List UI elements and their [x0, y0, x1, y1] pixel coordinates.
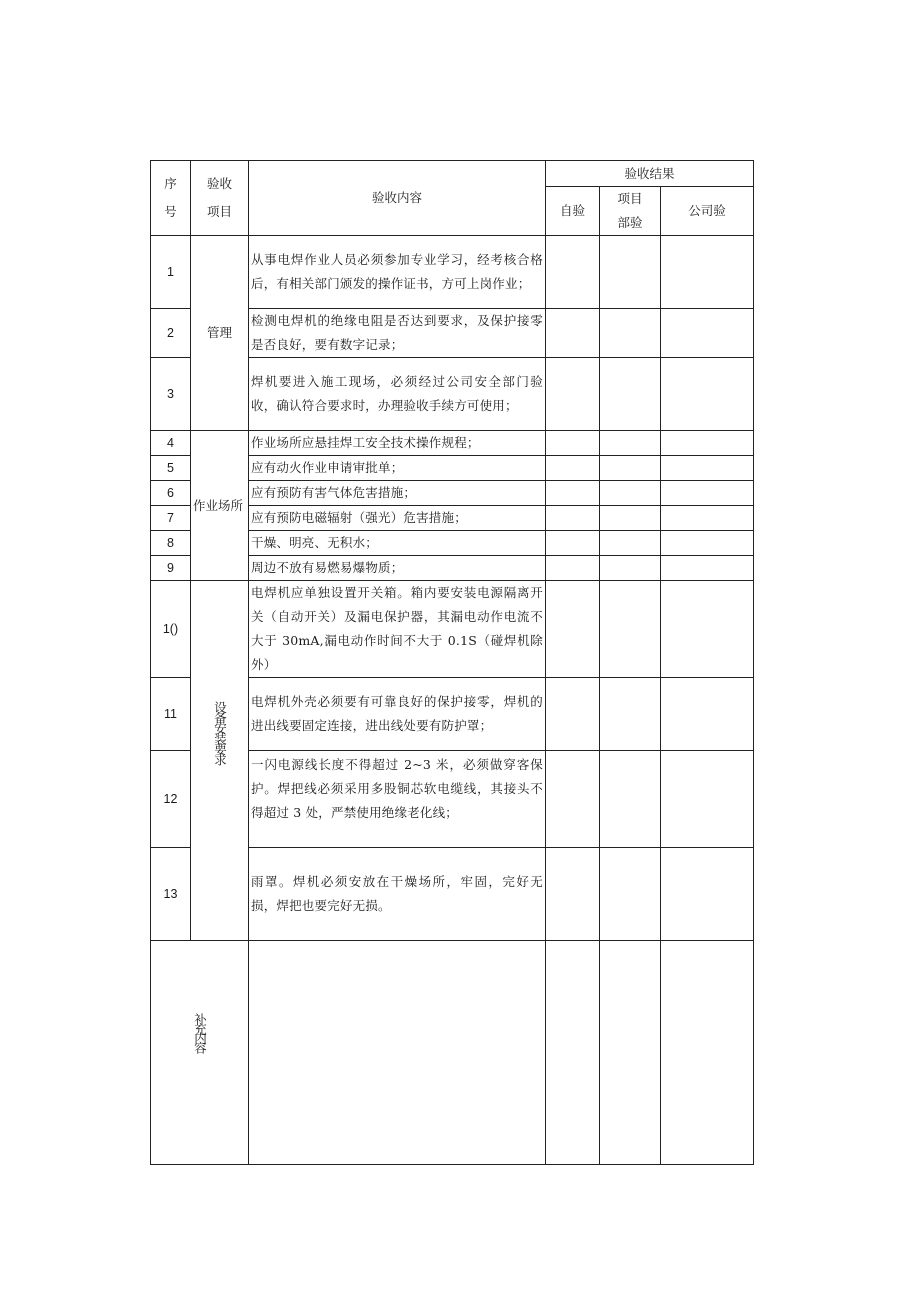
row-content: 从事电焊作业人员必须参加专业学习，经考核合格后，有相关部门颁发的操作证书，方可上岗作业； [249, 236, 546, 309]
cell-project-dept [600, 358, 661, 431]
row-number: 5 [151, 456, 191, 481]
cell-project-dept [600, 309, 661, 358]
header-item: 验收项目 [191, 161, 249, 236]
category-management: 管理 [191, 236, 249, 431]
cell-company-check [661, 236, 754, 309]
header-company-check: 公司验 [661, 187, 754, 236]
cell-project-dept [600, 941, 661, 1165]
row-number: 4 [151, 431, 191, 456]
row-content: 焊机要进入施工现场，必须经过公司安全部门验收，确认符合要求时，办理验收手续方可使用； [249, 358, 546, 431]
row-number: 9 [151, 556, 191, 581]
cell-project-dept [600, 236, 661, 309]
cell-project-dept [600, 581, 661, 678]
cell-self-check [546, 848, 600, 941]
cell-self-check [546, 751, 600, 848]
cell-project-dept [600, 556, 661, 581]
row-content: 应有预防有害气体危害措施； [249, 481, 546, 506]
cell-self-check [546, 941, 600, 1165]
cell-self-check [546, 506, 600, 531]
header-result: 验收结果 [546, 161, 754, 187]
cell-company-check [661, 678, 754, 751]
cell-company-check [661, 481, 754, 506]
cell-self-check [546, 456, 600, 481]
cell-self-check [546, 431, 600, 456]
cell-self-check [546, 531, 600, 556]
cell-project-dept [600, 848, 661, 941]
row-number: 12 [151, 751, 191, 848]
row-number: 3 [151, 358, 191, 431]
cell-project-dept [600, 506, 661, 531]
row-content: 检测电焊机的绝缘电阻是否达到要求，及保护接零是否良好，要有数字记录； [249, 309, 546, 358]
cell-project-dept [600, 481, 661, 506]
row-number: 6 [151, 481, 191, 506]
cell-company-check [661, 309, 754, 358]
cell-project-dept [600, 431, 661, 456]
row-content: 一闪电源线长度不得超过 2~3 米，必须做穿客保护。焊把线必须采用多股铜芯软电缆线，其接头不得超过 3 处，严禁使用绝缘老化线； [249, 751, 546, 848]
cell-self-check [546, 556, 600, 581]
cell-company-check [661, 456, 754, 481]
row-number: 11 [151, 678, 191, 751]
cell-company-check [661, 506, 754, 531]
cell-project-dept [600, 531, 661, 556]
header-content: 验收内容 [249, 161, 546, 236]
header-project-dept: 项目部验 [600, 187, 661, 236]
cell-self-check [546, 481, 600, 506]
row-content: 周边不放有易燃易爆物质； [249, 556, 546, 581]
category-site: 作业场所 [191, 431, 249, 581]
cell-company-check [661, 751, 754, 848]
cell-company-check [661, 941, 754, 1165]
cell-self-check [546, 236, 600, 309]
row-content: 电焊机应单独设置开关箱。箱内要安装电源隔离开关（自动开关）及漏电保护器，其漏电动作电流不大于 30mA,漏电动作时间不大于 0.1S（碰焊机除外） [249, 581, 546, 678]
row-content: 干燥、明亮、无积水； [249, 531, 546, 556]
cell-project-dept [600, 678, 661, 751]
row-number: 1 [151, 236, 191, 309]
inspection-table [150, 160, 754, 1165]
row-content: 作业场所应悬挂焊工安全技术操作规程； [249, 431, 546, 456]
row-number: 2 [151, 309, 191, 358]
cell-company-check [661, 431, 754, 456]
cell-company-check [661, 531, 754, 556]
header-seq: 序号 [151, 161, 191, 236]
cell-project-dept [600, 456, 661, 481]
row-number: 7 [151, 506, 191, 531]
row-number: 13 [151, 848, 191, 941]
row-number: 1() [151, 581, 191, 678]
category-equipment: 设备安装要求 [191, 581, 249, 941]
cell-project-dept [600, 751, 661, 848]
row-content: 电焊机外壳必须要有可靠良好的保护接零，焊机的进出线要固定连接，进出线处要有防护罩； [249, 678, 546, 751]
cell-company-check [661, 581, 754, 678]
row-content: 雨罩。焊机必须安放在干燥场所，牢固，完好无损，焊把也要完好无损。 [249, 848, 546, 941]
cell-self-check [546, 581, 600, 678]
cell-self-check [546, 309, 600, 358]
row-number: 8 [151, 531, 191, 556]
row-content: 应有预防电磁辐射（强光）危害措施； [249, 506, 546, 531]
cell-company-check [661, 358, 754, 431]
cell-company-check [661, 848, 754, 941]
cell-self-check [546, 678, 600, 751]
category-supplement: 补充内容 [151, 941, 249, 1165]
header-self-check: 自验 [546, 187, 600, 236]
supplement-content-cell [249, 941, 546, 1165]
cell-self-check [546, 358, 600, 431]
row-content: 应有动火作业申请审批单； [249, 456, 546, 481]
cell-company-check [661, 556, 754, 581]
